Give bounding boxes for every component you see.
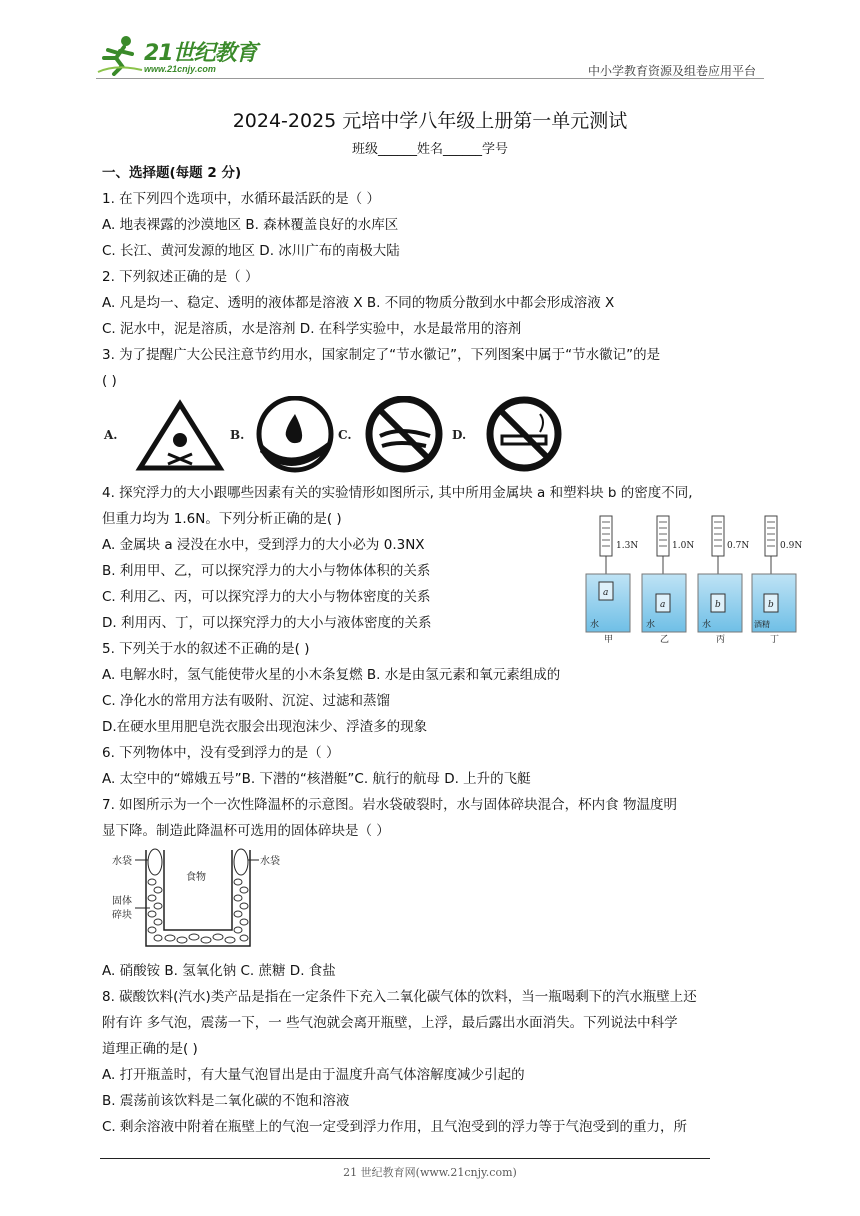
option-b-label: B. xyxy=(230,428,245,442)
section-heading: 一、选择题(每题 2 分) xyxy=(102,165,242,181)
solid-label-2: 碎块 xyxy=(112,910,132,921)
svg-text:b: b xyxy=(768,600,774,610)
option-line: B. 利用甲、乙，可以探究浮力的大小与物体体积的关系 xyxy=(102,563,431,579)
svg-text:a: a xyxy=(603,588,609,598)
header-platform-text: 中小学教育资源及组卷应用平台 xyxy=(587,64,756,78)
question-line: 1. 在下列四个选项中，水循环最活跃的是（ ） xyxy=(102,191,380,207)
option-line: A. 地表裸露的沙漠地区 B. 森林覆盖良好的水库区 xyxy=(102,217,399,233)
question-line: 附有许 多气泡，震荡一下，一 些气泡就会离开瓶壁，上浮，最后露出水面消失。下列说法中科学 xyxy=(102,1015,678,1031)
q3-symbols-figure xyxy=(100,396,570,476)
option-line: C. 净化水的常用方法有吸附、沉淀、过滤和蒸馏 xyxy=(102,693,391,709)
water-bag-left-label: 水袋 xyxy=(112,856,132,867)
question-line: 道理正确的是( ) xyxy=(102,1041,198,1057)
option-d-label: D. xyxy=(452,428,467,442)
svg-text:水: 水 xyxy=(590,620,600,630)
logo-url: www.21cnjy.com xyxy=(144,64,216,74)
student-info-line: 班级______姓名______学号 xyxy=(351,142,508,157)
svg-text:甲: 甲 xyxy=(604,635,614,645)
solid-label-1: 固体 xyxy=(112,896,132,907)
q7-cooling-cup-figure xyxy=(108,846,288,954)
option-line: C. 泥水中，泥是溶质，水是溶剂 D. 在科学实验中，水是最常用的溶剂 xyxy=(102,321,522,337)
food-label: 食物 xyxy=(186,872,206,883)
question-line: 4. 探究浮力的大小跟哪些因素有关的实验情形如图所示, 其中所用金属块 a 和塑料块 b 的密度不同, xyxy=(102,485,693,501)
svg-text:酒精: 酒精 xyxy=(754,620,770,629)
option-c-label: C. xyxy=(338,428,352,442)
water-bag-right-label: 水袋 xyxy=(260,856,280,867)
page-footer: 21 世纪教育网(www.21cnjy.com) xyxy=(343,1166,517,1179)
option-a-label: A. xyxy=(104,428,118,442)
option-line: A. 金属块 a 浸没在水中，受到浮力的大小必为 0.3NX xyxy=(102,537,425,553)
svg-text:丁: 丁 xyxy=(770,635,780,645)
option-line: C. 长江、黄河发源的地区 D. 冰川广布的南极大陆 xyxy=(102,243,400,259)
poison-triangle-icon xyxy=(140,404,220,468)
header-divider xyxy=(96,78,764,79)
svg-text:丙: 丙 xyxy=(716,635,726,645)
no-smoking-icon xyxy=(490,400,558,468)
question-line: 5. 下列关于水的叙述不正确的是( ) xyxy=(102,641,310,657)
option-line: C. 剩余溶液中附着在瓶壁上的气泡一定受到浮力作用，且气泡受到的浮力等于气泡受到的重力，所 xyxy=(102,1119,688,1135)
beaker-yi xyxy=(642,516,694,645)
option-line: D.在硬水里用肥皂洗衣服会出现泡沫少、浮渣多的现象 xyxy=(102,719,428,735)
option-line: A. 太空中的“嫦娥五号”B. 下潜的“核潜艇”C. 航行的航母 D. 上升的飞艇 xyxy=(102,771,531,787)
question-line: 3. 为了提醒广大公民注意节约用水，国家制定了“节水徽记”，下列图案中属于“节水徽记”的是 xyxy=(102,347,661,363)
reading-ding: 0.9N xyxy=(780,541,802,551)
question-line: 显下降。制造此降温杯可选用的固体碎块是（ ） xyxy=(102,823,390,839)
svg-text:a: a xyxy=(660,600,666,610)
site-logo xyxy=(96,34,266,76)
option-line: A. 电解水时，氢气能使带火星的小木条复燃 B. 水是由氢元素和氧元素组成的 xyxy=(102,667,561,683)
footer-divider xyxy=(100,1158,710,1159)
logo-text: 21世纪教育 xyxy=(144,41,257,66)
q4-buoyancy-figure xyxy=(580,514,802,646)
reading-yi: 1.0N xyxy=(672,541,695,551)
option-line: D. 利用丙、丁，可以探究浮力的大小与液体密度的关系 xyxy=(102,615,432,631)
question-line: 7. 如图所示为一个一次性降温杯的示意图。岩水袋破裂时，水与固体碎块混合，杯内食 物温度明 xyxy=(102,797,677,813)
question-line: 2. 下列叙述正确的是（ ） xyxy=(102,269,259,285)
beaker-bing xyxy=(698,516,749,645)
reading-jia: 1.3N xyxy=(616,541,639,551)
option-line: B. 震荡前该饮料是二氧化碳的不饱和溶液 xyxy=(102,1093,350,1109)
reading-bing: 0.7N xyxy=(727,541,750,551)
question-line: 但重力均为 1.6N。下列分析正确的是( ) xyxy=(102,511,342,527)
beaker-jia xyxy=(586,516,638,645)
option-line: A. 凡是均一、稳定、透明的液体都是溶液 X B. 不同的物质分散到水中都会形成溶液 X xyxy=(102,295,615,311)
svg-text:水: 水 xyxy=(646,620,656,630)
answer-blank: ( ) xyxy=(102,373,117,389)
water-drop-hand-icon xyxy=(259,398,331,470)
page-title: 2024-2025 元培中学八年级上册第一单元测试 xyxy=(232,110,628,132)
question-line: 6. 下列物体中，没有受到浮力的是（ ） xyxy=(102,745,340,761)
no-swimming-icon xyxy=(369,399,439,469)
option-line: C. 利用乙、丙，可以探究浮力的大小与物体密度的关系 xyxy=(102,589,431,605)
svg-text:水: 水 xyxy=(702,620,712,630)
svg-text:b: b xyxy=(715,600,721,610)
question-line: 8. 碳酸饮料(汽水)类产品是指在一定条件下充入二氧化碳气体的饮料，当一瓶喝剩下的汽水瓶壁上还 xyxy=(102,989,697,1005)
option-line: A. 硝酸铵 B. 氢氧化钠 C. 蔗糖 D. 食盐 xyxy=(102,963,336,979)
svg-text:乙: 乙 xyxy=(660,635,670,645)
option-line: A. 打开瓶盖时，有大量气泡冒出是由于温度升高气体溶解度减少引起的 xyxy=(102,1067,525,1083)
page-header xyxy=(96,30,764,80)
runner-logo-icon xyxy=(96,34,146,76)
beaker-ding xyxy=(752,516,802,645)
